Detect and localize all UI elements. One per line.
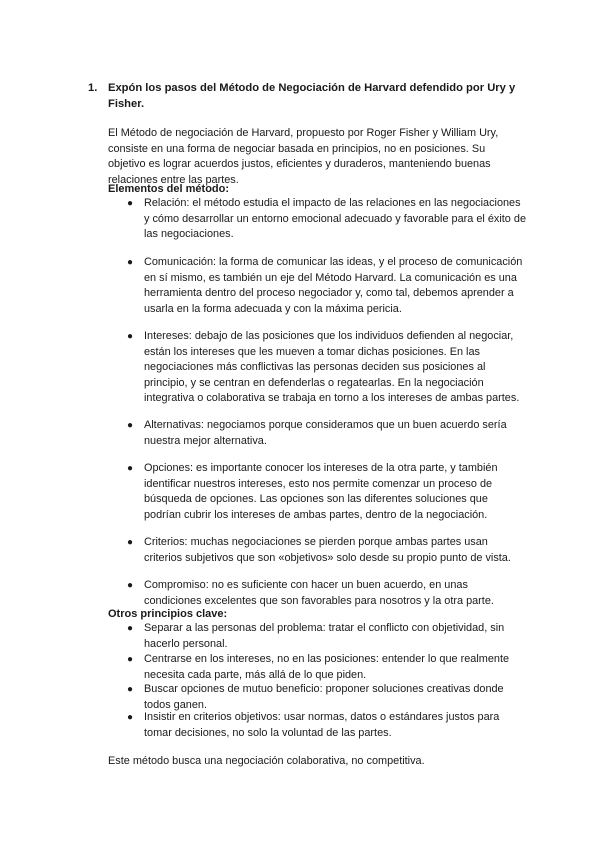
bullet-icon: ●	[127, 331, 134, 342]
elements-heading: Elementos del método:	[108, 183, 230, 195]
principles-heading: Otros principios clave:	[108, 608, 228, 620]
question-number: 1.	[88, 82, 98, 94]
bullet-icon: ●	[127, 198, 134, 209]
list-item-text: Intereses: debajo de las posiciones que los individuos defienden al negociar, están los intereses que les mueven a tomar dichas posiciones. En las negociaciones más conflictivas las personas deciden sus posiciones al principio, y se centran en defenderlas o regatearlas. En la negociación integrativa o colaborativa se trabaja en torno a los intereses de ambas partes.	[144, 330, 520, 405]
bullet-icon: ●	[127, 712, 134, 723]
list-item	[127, 710, 527, 741]
list-item-text: Alternativas: negociamos porque consideramos que un buen acuerdo sería nuestra mejor alternativa.	[144, 419, 507, 447]
list-item-text: Opciones: es importante conocer los intereses de la otra parte, y también identificar nuestros intereses, esto nos permite comenzar un proceso de búsqueda de opciones. Las opciones son las diferentes soluciones que podrían cubrir los intereses de ambas partes, dentro de la negociación.	[144, 462, 498, 521]
list-item-text: Separar a las personas del problema: tratar el conflicto con objetividad, sin hacerlo personal.	[144, 622, 505, 650]
list-item	[127, 329, 527, 407]
list-item	[127, 535, 527, 566]
list-item-text: Comunicación: la forma de comunicar las ideas, y el proceso de comunicación en sí mismo, es también un eje del Método Harvard. La comunicación es una herramienta dentro del proceso negociador y, como tal, debemos aprender a usarla en la forma adecuada y con la máxima pericia.	[144, 256, 523, 315]
bullet-icon: ●	[127, 684, 134, 695]
bullet-icon: ●	[127, 580, 134, 591]
question-heading	[88, 81, 528, 112]
closing-paragraph: Este método busca una negociación colaborativa, no competitiva.	[108, 755, 425, 767]
list-item	[127, 621, 527, 652]
list-item-text: Relación: el método estudia el impacto de las relaciones en las negociaciones y cómo desarrollar un entorno emocional adecuado y favorable para el éxito de las negociaciones.	[144, 197, 527, 241]
bullet-icon: ●	[127, 537, 134, 548]
intro-paragraph: El Método de negociación de Harvard, propuesto por Roger Fisher y William Ury, consiste en una forma de negociar basada en principios, no en posiciones. Su objetivo es lograr acuerdos justos, eficientes y duraderos, manteniendo buenas relaciones entre las partes.	[108, 127, 499, 186]
bullet-icon: ●	[127, 463, 134, 474]
list-item	[127, 255, 527, 317]
list-item	[127, 682, 527, 713]
list-item	[127, 578, 527, 609]
bullet-icon: ●	[127, 257, 134, 268]
list-item	[127, 196, 527, 243]
bullet-icon: ●	[127, 654, 134, 665]
list-item-text: Insistir en criterios objetivos: usar normas, datos o estándares justos para tomar decisiones, no solo la voluntad de las partes.	[144, 711, 500, 739]
list-item-text: Centrarse en los intereses, no en las posiciones: entender lo que realmente necesita cada parte, más allá de lo que piden.	[144, 653, 510, 681]
list-item	[127, 461, 527, 523]
list-item	[127, 418, 527, 449]
bullet-icon: ●	[127, 420, 134, 431]
question-text: Expón los pasos del Método de Negociación de Harvard defendido por Ury y Fisher.	[108, 82, 516, 110]
list-item	[127, 652, 527, 683]
list-item-text: Compromiso: no es suficiente con hacer un buen acuerdo, en unas condiciones excelentes que son favorables para nosotros y la otra parte.	[144, 579, 494, 607]
list-item-text: Criterios: muchas negociaciones se pierden porque ambas partes usan criterios subjetivos que son «objetivos» solo desde su propio punto de vista.	[144, 536, 511, 564]
bullet-icon: ●	[127, 623, 134, 634]
list-item-text: Buscar opciones de mutuo beneficio: proponer soluciones creativas donde todos ganen.	[144, 683, 504, 711]
